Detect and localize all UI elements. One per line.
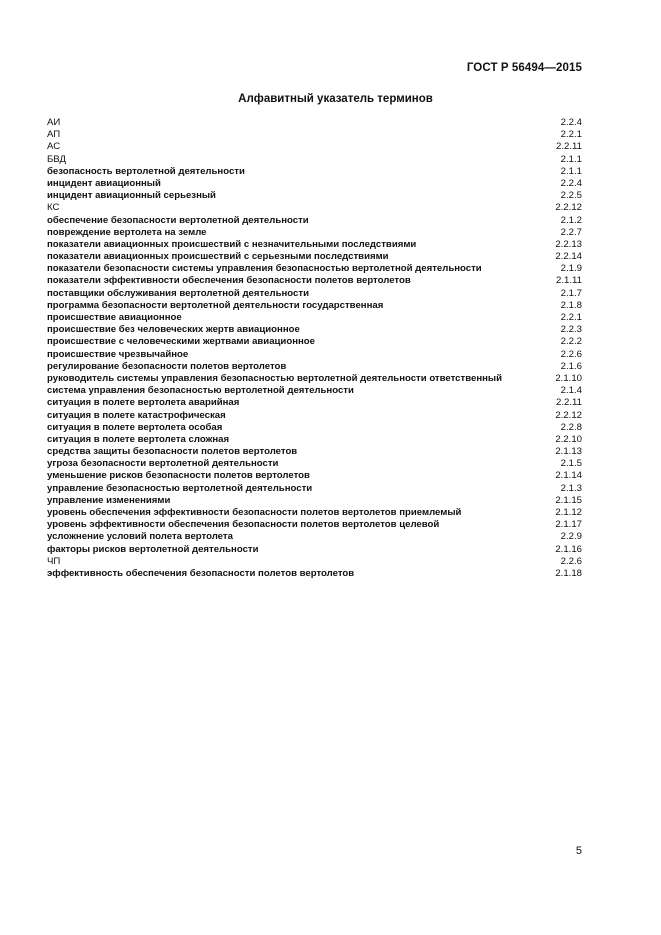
index-reference: 2.2.6 bbox=[560, 348, 582, 360]
index-term: уровень обеспечения эффективности безопасности полетов вертолетов приемлемый bbox=[47, 507, 462, 518]
index-term: происшествие авиационное bbox=[47, 312, 182, 323]
index-entry bbox=[47, 251, 582, 263]
index-term: инцидент авиационный серьезный bbox=[47, 190, 216, 202]
index-entry bbox=[47, 434, 582, 446]
index-entry bbox=[47, 227, 582, 239]
index-term: происшествие чрезвычайное bbox=[47, 348, 189, 360]
index-entry bbox=[47, 544, 582, 556]
index-entry bbox=[47, 336, 582, 348]
index-entry bbox=[47, 288, 582, 300]
index-reference: 2.2.11 bbox=[556, 397, 582, 409]
index-reference: 2.1.7 bbox=[560, 287, 582, 299]
index-term: БВД bbox=[47, 153, 66, 165]
index-term: АС bbox=[47, 141, 61, 153]
index-entry bbox=[47, 531, 582, 543]
index-term: уровень эффективности обеспечения безопасности полетов вертолетов целевой bbox=[47, 519, 440, 531]
index-reference: 2.2.13 bbox=[555, 238, 582, 250]
index-entry bbox=[47, 568, 582, 580]
index-reference: 2.2.14 bbox=[555, 251, 582, 263]
index-term: средства защиты безопасности полетов вертолетов bbox=[47, 446, 298, 458]
index-entry bbox=[47, 117, 582, 129]
index-term: безопасность вертолетной деятельности bbox=[47, 165, 245, 177]
index-entry bbox=[47, 275, 582, 287]
index-reference: 2.1.15 bbox=[555, 494, 582, 506]
index-term: управление безопасностью вертолетной деятельности bbox=[47, 482, 313, 494]
index-term: ситуация в полете вертолета сложная bbox=[47, 433, 230, 445]
index-reference: 2.2.12 bbox=[555, 202, 582, 214]
index-entry bbox=[47, 361, 582, 373]
index-reference: 2.1.8 bbox=[560, 299, 582, 311]
index-entry bbox=[47, 239, 582, 251]
index-term: ситуация в полете вертолета аварийная bbox=[47, 397, 240, 409]
index-reference: 2.1.13 bbox=[555, 446, 582, 458]
index-entry bbox=[47, 349, 582, 361]
index-reference: 2.1.14 bbox=[555, 470, 582, 482]
index-reference: 2.1.1 bbox=[560, 165, 582, 177]
index-reference: 2.2.6 bbox=[560, 555, 582, 567]
index-reference: 2.2.4 bbox=[560, 117, 582, 128]
index-entry bbox=[47, 458, 582, 470]
index-entry bbox=[47, 373, 582, 385]
index-reference: 2.1.3 bbox=[560, 482, 582, 494]
index-term: ситуация в полете вертолета особая bbox=[47, 421, 223, 433]
index-term: ситуация в полете катастрофическая bbox=[47, 409, 226, 421]
index-reference: 2.2.2 bbox=[560, 336, 582, 348]
index-entry bbox=[47, 519, 582, 531]
index-entry bbox=[47, 556, 582, 568]
index-reference: 2.2.1 bbox=[560, 129, 582, 141]
index-entry bbox=[47, 470, 582, 482]
index-reference: 2.1.4 bbox=[560, 385, 582, 397]
index-term: показатели эффективности обеспечения безопасности полетов вертолетов bbox=[47, 275, 411, 287]
index-term: руководитель системы управления безопасностью вертолетной деятельности ответственный bbox=[47, 372, 503, 384]
index-entry bbox=[47, 495, 582, 507]
index-term: система управления безопасностью вертолетной деятельности bbox=[47, 385, 354, 397]
index-reference: 2.1.2 bbox=[560, 214, 582, 226]
index-term: АП bbox=[47, 129, 61, 141]
index-reference: 2.2.3 bbox=[560, 324, 582, 336]
index-title: Алфавитный указатель терминов bbox=[238, 93, 433, 105]
index-entry bbox=[47, 422, 582, 434]
index-entry bbox=[47, 178, 582, 190]
index-reference: 2.2.9 bbox=[560, 531, 582, 543]
index-entry bbox=[47, 312, 582, 324]
index-term: регулирование безопасности полетов вертолетов bbox=[47, 360, 287, 372]
index-term: угроза безопасности вертолетной деятельности bbox=[47, 458, 279, 470]
index-entry bbox=[47, 263, 582, 275]
index-term: ЧП bbox=[47, 555, 61, 567]
index-entry bbox=[47, 446, 582, 458]
index-entry bbox=[47, 300, 582, 312]
index-reference: 2.1.16 bbox=[555, 543, 582, 555]
index-reference: 2.2.5 bbox=[560, 190, 582, 202]
index-reference: 2.2.10 bbox=[555, 433, 582, 445]
index-term: поставщики обслуживания вертолетной деятельности bbox=[47, 287, 309, 299]
index-term: факторы рисков вертолетной деятельности bbox=[47, 543, 259, 555]
index-term: показатели безопасности системы управления безопасностью вертолетной деятельности bbox=[47, 263, 482, 275]
document-standard-id: ГОСТ Р 56494—2015 bbox=[466, 62, 582, 74]
index-entry bbox=[47, 129, 582, 141]
index-term: происшествие с человеческими жертвами авиационное bbox=[47, 336, 315, 348]
index-entry bbox=[47, 141, 582, 153]
index-reference: 2.1.12 bbox=[555, 507, 582, 518]
index-term: АИ bbox=[47, 117, 61, 128]
page-number: 5 bbox=[575, 845, 582, 857]
index-entry bbox=[47, 483, 582, 495]
index-reference: 2.2.11 bbox=[556, 141, 582, 153]
index-reference: 2.1.1 bbox=[560, 153, 582, 165]
index-entry bbox=[47, 397, 582, 409]
index-reference: 2.1.5 bbox=[560, 458, 582, 470]
index-reference: 2.2.12 bbox=[555, 409, 582, 421]
index-reference: 2.1.10 bbox=[555, 372, 582, 384]
index-term: эффективность обеспечения безопасности полетов вертолетов bbox=[47, 567, 355, 579]
index-entry bbox=[47, 215, 582, 227]
index-term: повреждение вертолета на земле bbox=[47, 226, 207, 238]
index-entry bbox=[47, 385, 582, 397]
index-reference: 2.1.11 bbox=[556, 275, 582, 287]
index-reference: 2.1.17 bbox=[555, 519, 582, 531]
index-entry bbox=[47, 166, 582, 178]
index-term: КС bbox=[47, 202, 60, 214]
index-term: усложнение условий полета вертолета bbox=[47, 531, 233, 543]
index-reference: 2.2.8 bbox=[560, 421, 582, 433]
index-term: управление изменениями bbox=[47, 494, 171, 506]
index-term: уменьшение рисков безопасности полетов вертолетов bbox=[47, 470, 310, 482]
index-reference: 2.1.6 bbox=[560, 360, 582, 372]
index-entry bbox=[47, 202, 582, 214]
index-reference: 2.1.18 bbox=[555, 567, 582, 579]
index-term: происшествие без человеческих жертв авиационное bbox=[47, 324, 300, 336]
index-term: инцидент авиационный bbox=[47, 177, 161, 189]
index-entry bbox=[47, 190, 582, 202]
index-entry bbox=[47, 410, 582, 422]
index-reference: 2.1.9 bbox=[560, 263, 582, 275]
index-term: показатели авиационных происшествий с незначительными последствиями bbox=[47, 238, 417, 250]
index-reference: 2.2.7 bbox=[560, 226, 582, 238]
term-index-list bbox=[47, 117, 582, 580]
index-entry bbox=[47, 507, 582, 519]
index-reference: 2.2.1 bbox=[560, 312, 582, 323]
index-entry bbox=[47, 154, 582, 166]
index-term: программа безопасности вертолетной деятельности государственная bbox=[47, 299, 384, 311]
index-term: обеспечение безопасности вертолетной деятельности bbox=[47, 214, 309, 226]
index-entry bbox=[47, 324, 582, 336]
index-reference: 2.2.4 bbox=[560, 177, 582, 189]
index-term: показатели авиационных происшествий с серьезными последствиями bbox=[47, 251, 389, 263]
